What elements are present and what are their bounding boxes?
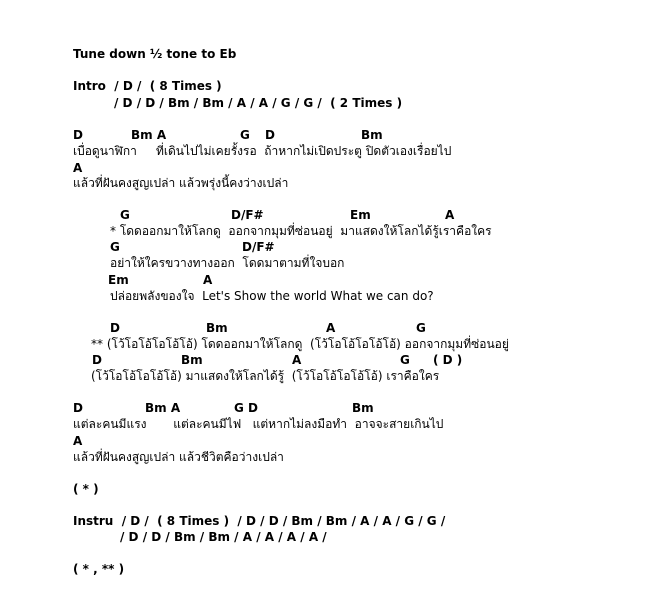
lyric-line: แล้วที่ฝันคงสูญเปล่า แล้วชีวิตคือว่างเปล่า — [73, 450, 284, 464]
chord: A — [73, 161, 83, 175]
intro-line-2: / D / D / Bm / Bm / A / A / G / G / ( 2 Times ) — [114, 96, 403, 110]
lyric-line: แต่ละคนมีแรง แต่ละคนมีไฟ แต่หากไม่ลงมือทำ อาจจะสายเกินไป — [73, 417, 444, 431]
chord: G — [400, 353, 410, 367]
tuning-note: Tune down ½ tone to Eb — [73, 47, 237, 61]
chord: D — [110, 321, 120, 335]
lyric-line: อย่าให้ใครขวางทางออก โดดมาตามที่ใจบอก — [110, 256, 345, 270]
chord: G D — [234, 401, 258, 415]
chord: Bm — [352, 401, 374, 415]
chord: G — [240, 128, 250, 142]
instru-line-2: / D / D / Bm / Bm / A / A / A / A / — [120, 530, 327, 544]
chord: A — [203, 273, 213, 287]
lyric-line: * โดดออกมาให้โลกดู ออกจากมุมที่ซ่อนอยู่ มาแสดงให้โลกได้รู้เราคือใคร — [110, 224, 492, 238]
chord: Em — [108, 273, 129, 287]
chord: Bm — [361, 128, 383, 142]
chord: Em — [350, 208, 371, 222]
chord: Bm A — [145, 401, 181, 415]
chord: D — [265, 128, 275, 142]
chord: G — [416, 321, 426, 335]
instru-line-1: Instru / D / ( 8 Times ) / D / D / Bm / Bm / A / A / G / G / — [73, 514, 446, 528]
chord: G — [120, 208, 130, 222]
chord: G — [110, 240, 120, 254]
chord: D/F# — [242, 240, 275, 254]
chord: A — [445, 208, 455, 222]
chord: Bm — [206, 321, 228, 335]
chord: A — [292, 353, 302, 367]
chord: D — [92, 353, 102, 367]
lyric-line: ปล่อยพลังของใจ Let's Show the world What we can do? — [110, 289, 434, 303]
lyric-line: ** (โว้โอโอ้โอโอ้โอ้) โดดออกมาให้โลกดู (โว้โอโอ้โอโอ้โอ้) ออกจากมุมที่ซ่อนอยู่ — [91, 337, 509, 351]
chord: Bm — [181, 353, 203, 367]
chord: A — [73, 434, 83, 448]
chord: Bm A — [131, 128, 167, 142]
chord: A — [326, 321, 336, 335]
lyric-line: (โว้โอโอ้โอโอ้โอ้) มาแสดงให้โลกได้รู้ (โว้โอโอ้โอโอ้โอ้) เราคือใคร — [91, 369, 440, 383]
repeat-marker: ( * ) — [73, 482, 99, 496]
chord: D/F# — [231, 208, 264, 222]
lyric-line: เบื่อดูนาฬิกา ที่เดินไปไม่เคยรั้งรอ ถ้าหากไม่เปิดประตู ปิดตัวเองเรื่อยไป — [73, 144, 452, 158]
repeat-marker-final: ( * , ** ) — [73, 562, 125, 576]
chord: D — [73, 128, 83, 142]
chord: D — [73, 401, 83, 415]
lyric-line: แล้วที่ฝันคงสูญเปล่า แล้วพรุ่งนี้คงว่างเปล่า — [73, 176, 289, 190]
intro-line-1: Intro / D / ( 8 Times ) — [73, 79, 222, 93]
chord: ( D ) — [433, 353, 463, 367]
